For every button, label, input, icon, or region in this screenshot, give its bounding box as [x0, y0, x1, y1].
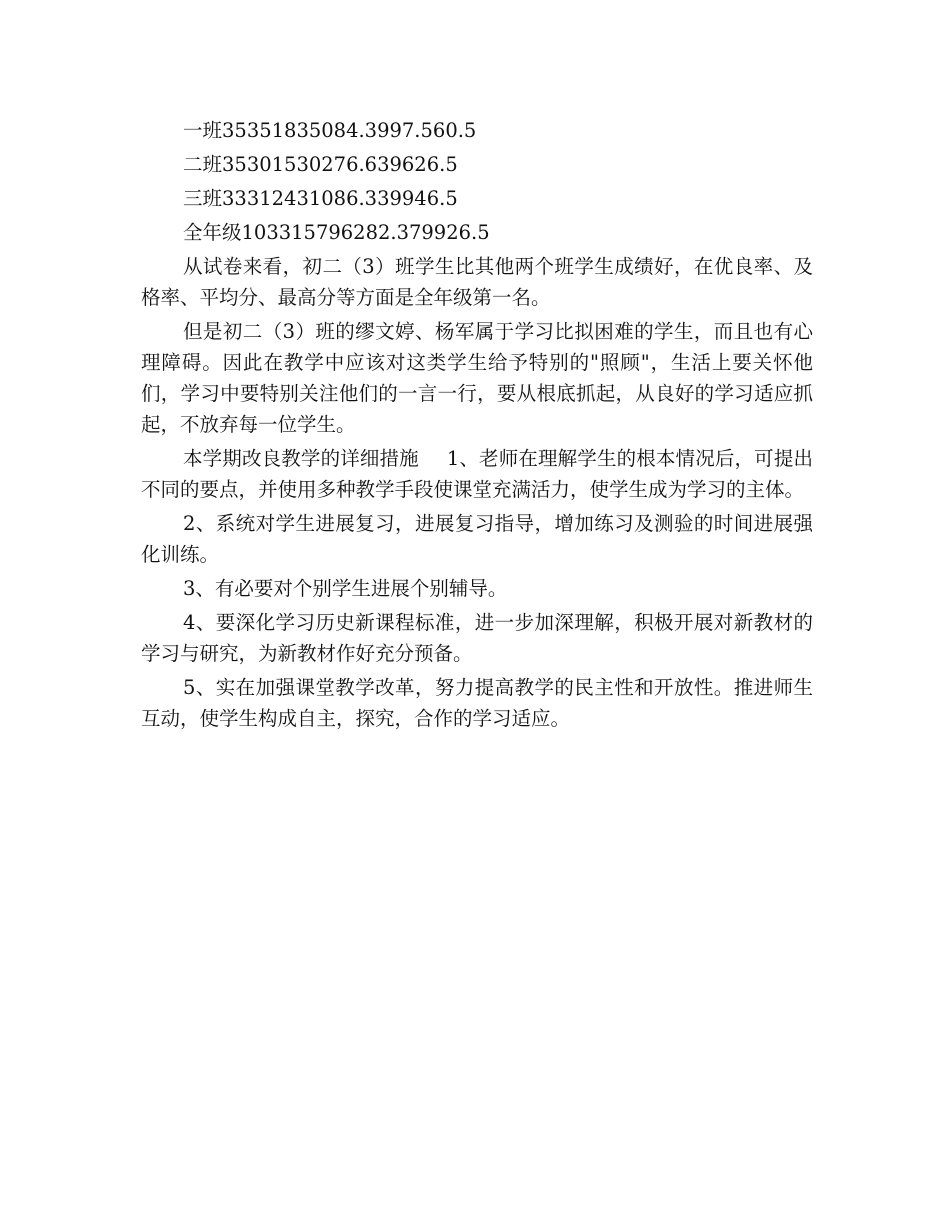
score-row-values: 35301530276.639626.5	[222, 153, 458, 176]
score-row-label: 一班	[183, 119, 223, 142]
score-row-class-3	[141, 183, 813, 214]
score-row-label: 二班	[183, 153, 223, 176]
score-row-values: 103315796282.379926.5	[241, 221, 490, 244]
measure-item-2: 2、系统对学生进展复习，进展复习指导，增加练习及测验的时间进展强化训练。	[141, 512, 813, 566]
analysis-paragraph-1: 从试卷来看，初二（3）班学生比其他两个班学生成绩好，在优良率、及格率、平均分、最高分等方面是全年级第一名。	[141, 255, 813, 309]
analysis-paragraph-2: 但是初二（3）班的缪文婷、杨军属于学习比拟困难的学生，而且也有心理障碍。因此在教学中应该对这类学生给予特别的"照顾"，生活上要关怀他们，学习中要特别关注他们的一言一行，要从根底抓起，从良好的学习适应抓起，不放弃每一位学生。	[141, 320, 813, 436]
measures-paragraph	[141, 443, 813, 505]
score-row-class-1	[141, 115, 813, 146]
measure-item-1: 1、老师在理解学生的根本情况后，可提出不同的要点，并使用多种教学手段使课堂充满活力，使学生成为学习的主体。	[141, 447, 813, 501]
score-row-values: 33312431086.339946.5	[222, 187, 458, 210]
score-row-values: 35351835084.3997.560.5	[222, 119, 477, 142]
score-row-label: 三班	[183, 187, 223, 210]
measure-item-5: 5、实在加强课堂教学改革，努力提高教学的民主性和开放性。推进师生互动，使学生构成自主，探究，合作的学习适应。	[141, 676, 813, 730]
score-row-label: 全年级	[183, 221, 242, 244]
score-row-grade-total	[141, 217, 813, 248]
measures-heading: 本学期改良教学的详细措施	[183, 447, 419, 470]
measure-item-3: 3、有必要对个别学生进展个别辅导。	[183, 577, 508, 600]
document-body	[141, 115, 813, 737]
score-row-class-2	[141, 149, 813, 180]
measure-item-4: 4、要深化学习历史新课程标准，进一步加深理解，积极开展对新教材的学习与研究，为新教材作好充分预备。	[141, 611, 813, 665]
